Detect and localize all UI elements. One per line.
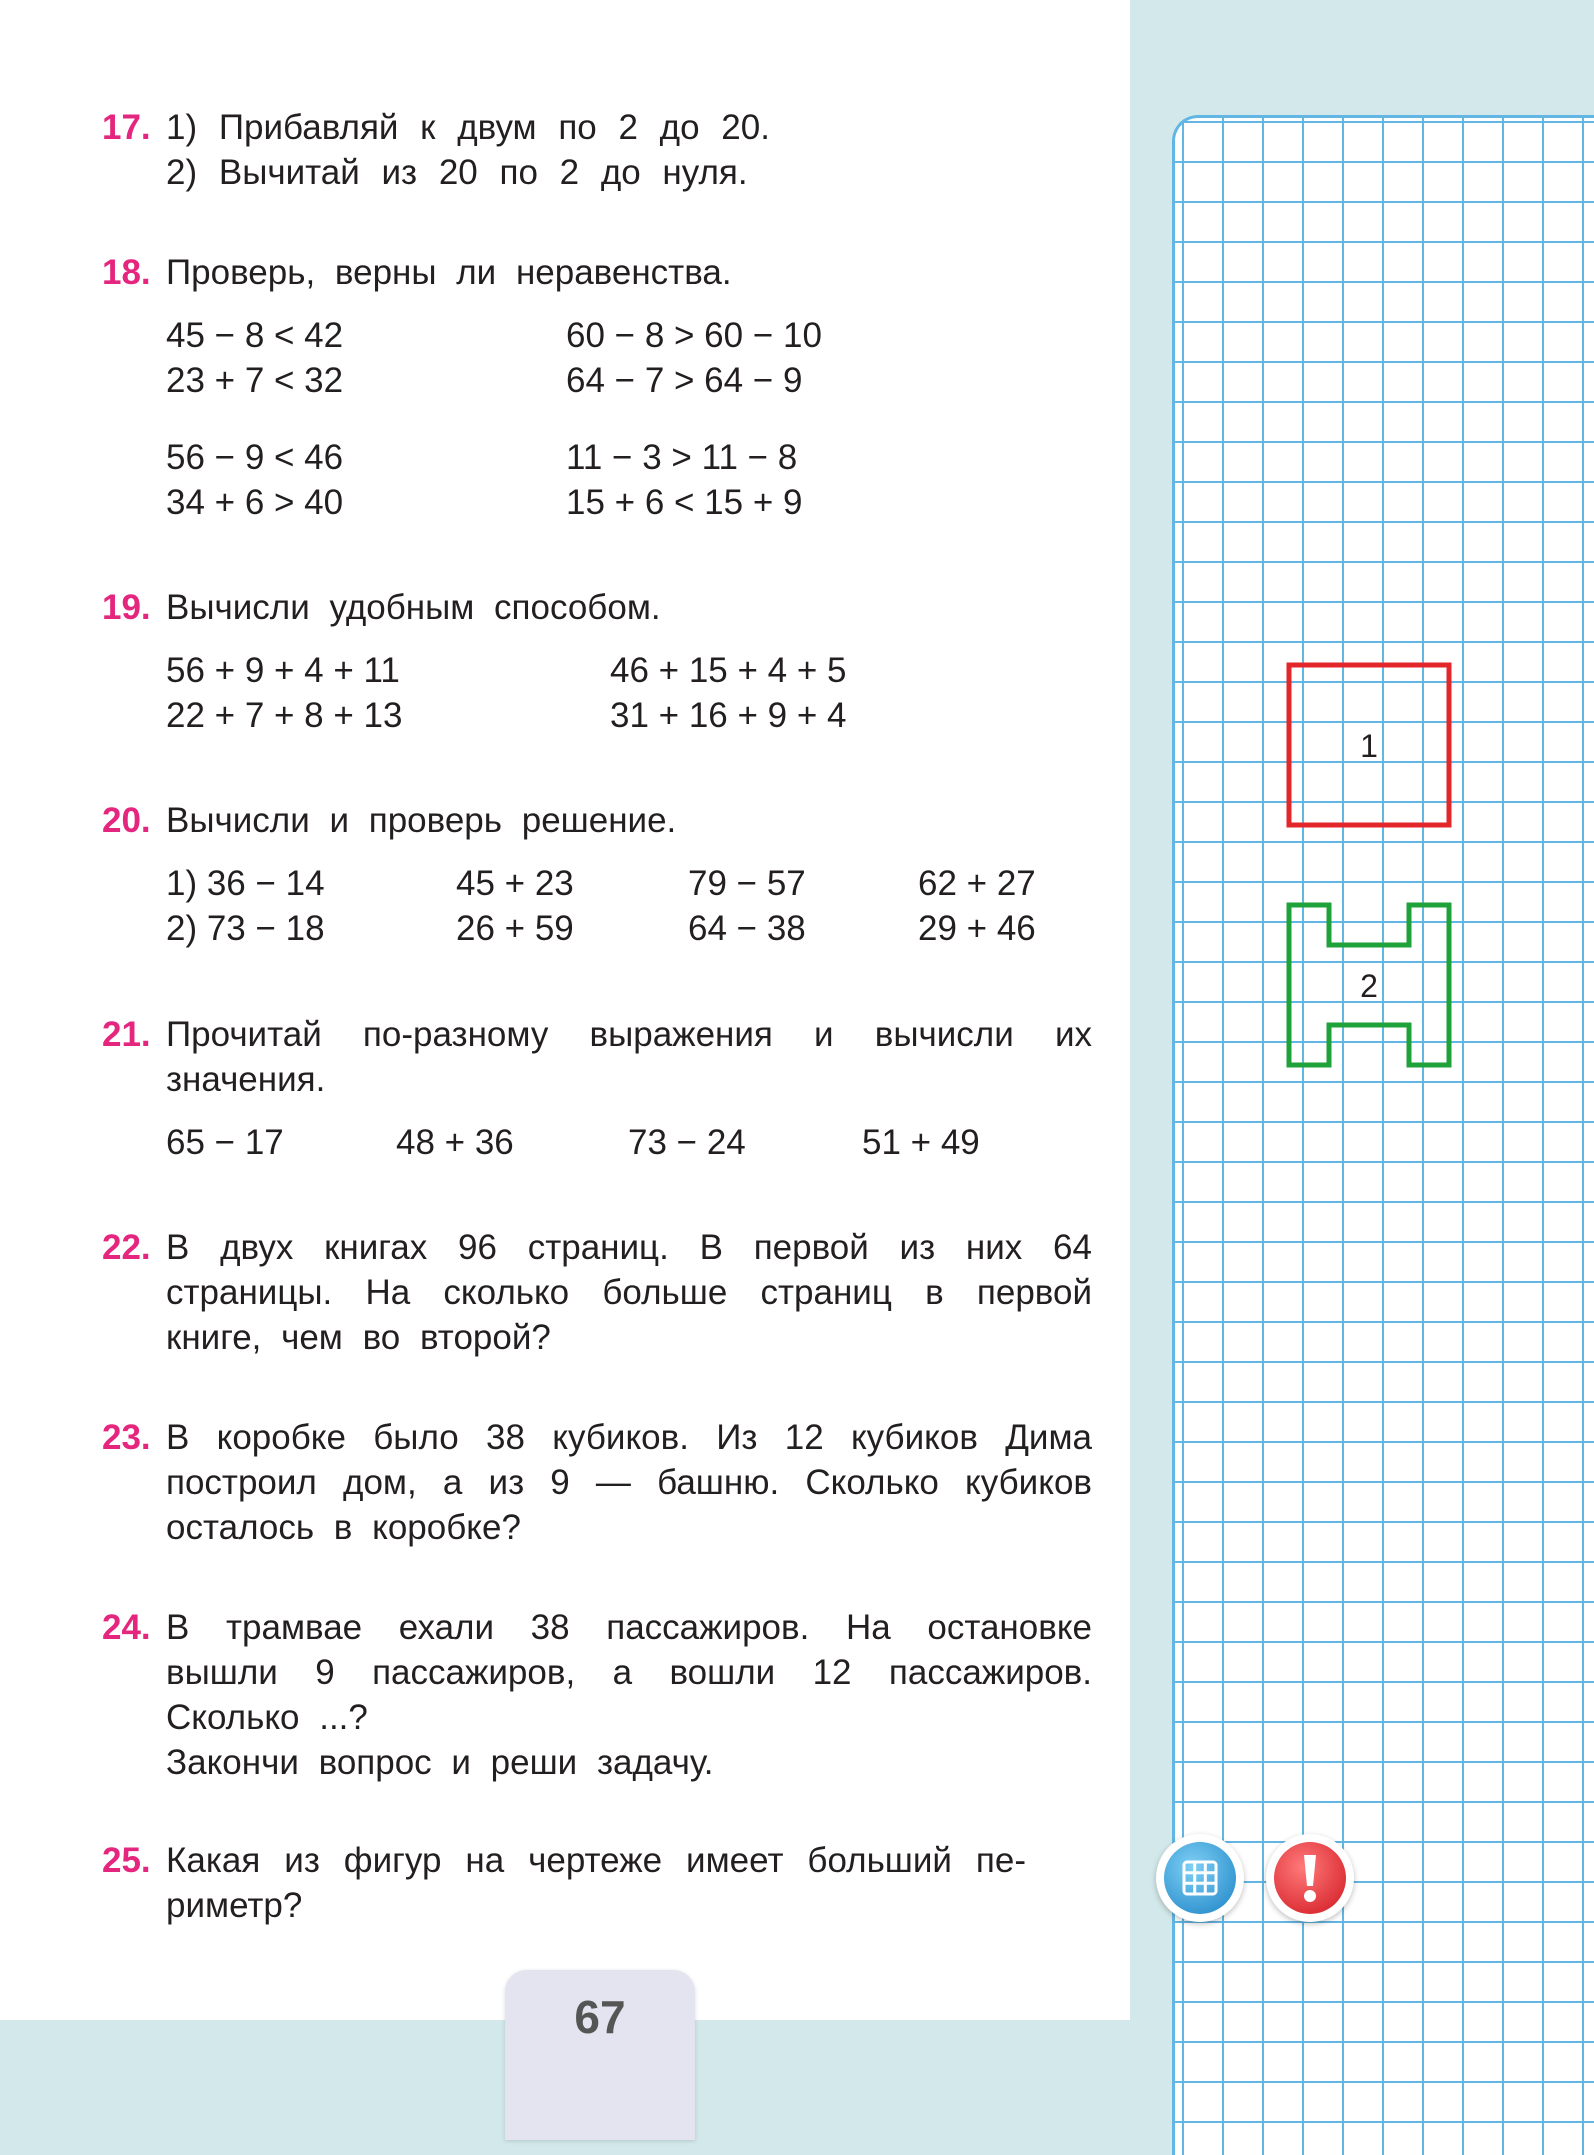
exercise-line: 1) Прибавляй к двум по 2 до 20.: [166, 108, 770, 147]
exercise-extra: Закончи вопрос и реши задачу.: [166, 1743, 714, 1782]
inequality: 34 + 6 > 40: [166, 483, 344, 522]
inequality-row: [166, 480, 1092, 525]
exercise-17: [102, 105, 1092, 195]
expression: 62 + 27: [918, 864, 1036, 903]
expression: 22 + 7 + 8 + 13: [166, 696, 403, 735]
expression: 65 − 17: [166, 1123, 284, 1162]
exercise-number: 22.: [102, 1228, 151, 1267]
inequality: 23 + 7 < 32: [166, 361, 344, 400]
inequality: 60 − 8 > 60 − 10: [566, 316, 822, 355]
expression: 29 + 46: [918, 909, 1036, 948]
figures-drawing: [1280, 660, 1460, 1080]
expressions: [166, 861, 1092, 951]
important-task-badge: [1266, 1834, 1354, 1922]
exercise-text: Вычисли и проверь решение.: [166, 801, 677, 840]
exercise-text: Вычисли удобным способом.: [166, 588, 661, 627]
expressions: [166, 648, 1092, 738]
exercise-number: 20.: [102, 801, 151, 840]
page-number: 67: [574, 1991, 626, 2043]
exercise-text: В двух книгах 96 страниц. В первой из них 64 страницы. На сколько больше страниц в первой книге, чем во второй?: [166, 1228, 1092, 1357]
expression-row: [166, 1120, 1092, 1165]
exercise-25: [102, 1838, 1092, 1928]
expression: 26 + 59: [456, 909, 574, 948]
grid-task-badge: [1156, 1834, 1244, 1922]
expressions: [166, 1120, 1092, 1165]
exercise-19: [102, 585, 1092, 738]
exercise-22: [102, 1225, 1092, 1360]
exercise-number: 19.: [102, 588, 151, 627]
exercise-18: [102, 250, 1092, 525]
expression: 48 + 36: [396, 1123, 514, 1162]
expression: 56 + 9 + 4 + 11: [166, 651, 400, 690]
figure-2-label: 2: [1360, 968, 1378, 1004]
inequalities: [166, 313, 1092, 525]
expression-row: [166, 648, 1092, 693]
inequality-row: [166, 358, 1092, 403]
grid-icon: [1164, 1842, 1236, 1914]
expression: 31 + 16 + 9 + 4: [610, 696, 847, 735]
exercise-20: [102, 798, 1092, 951]
expression-row: [166, 906, 1092, 951]
inequality: 56 − 9 < 46: [166, 438, 344, 477]
exercise-24: [102, 1605, 1092, 1785]
exercise-text: В трамвае ехали 38 пассажиров. На остановке вышли 9 пассажиров, а вошли 12 пассажиров. Сколько ...?: [166, 1608, 1092, 1737]
expression: 1) 36 − 14: [166, 864, 325, 903]
exercise-number: 24.: [102, 1608, 151, 1647]
expression: 45 + 23: [456, 864, 574, 903]
exercise-number: 17.: [102, 108, 151, 147]
expression: 64 − 38: [688, 909, 806, 948]
expression-row: [166, 693, 1092, 738]
exercise-number: 25.: [102, 1841, 151, 1880]
exercise-23: [102, 1415, 1092, 1550]
expression: 79 − 57: [688, 864, 806, 903]
exercise-text: Прочитай по-разному выражения и вычисли их значения.: [166, 1015, 1092, 1099]
expression: 51 + 49: [862, 1123, 980, 1162]
inequality: 45 − 8 < 42: [166, 316, 344, 355]
inequality: 11 − 3 > 11 − 8: [566, 438, 798, 477]
inequality: 15 + 6 < 15 + 9: [566, 483, 803, 522]
expression-row: [166, 861, 1092, 906]
expression: 73 − 24: [628, 1123, 746, 1162]
expression: 46 + 15 + 4 + 5: [610, 651, 847, 690]
inequality-row: [166, 313, 1092, 358]
exercise-number: 18.: [102, 253, 151, 292]
exclamation-icon: [1274, 1842, 1346, 1914]
exercise-number: 21.: [102, 1015, 151, 1054]
expression: 2) 73 − 18: [166, 909, 325, 948]
exercise-text: В коробке было 38 кубиков. Из 12 кубиков Дима построил дом, а из 9 — башню. Сколько кубиков осталось в коробке?: [166, 1418, 1092, 1547]
exercise-text: Какая из фигур на чертеже имеет больший пе-риметр?: [166, 1841, 1026, 1925]
figure-1-label: 1: [1360, 728, 1378, 764]
exercise-line: 2) Вычитай из 20 по 2 до нуля.: [166, 153, 748, 192]
exercise-21: [102, 1012, 1092, 1165]
inequality-row: [166, 435, 1092, 480]
exercise-text: Проверь, верны ли неравенства.: [166, 253, 732, 292]
inequality: 64 − 7 > 64 − 9: [566, 361, 803, 400]
exercise-number: 23.: [102, 1418, 151, 1457]
